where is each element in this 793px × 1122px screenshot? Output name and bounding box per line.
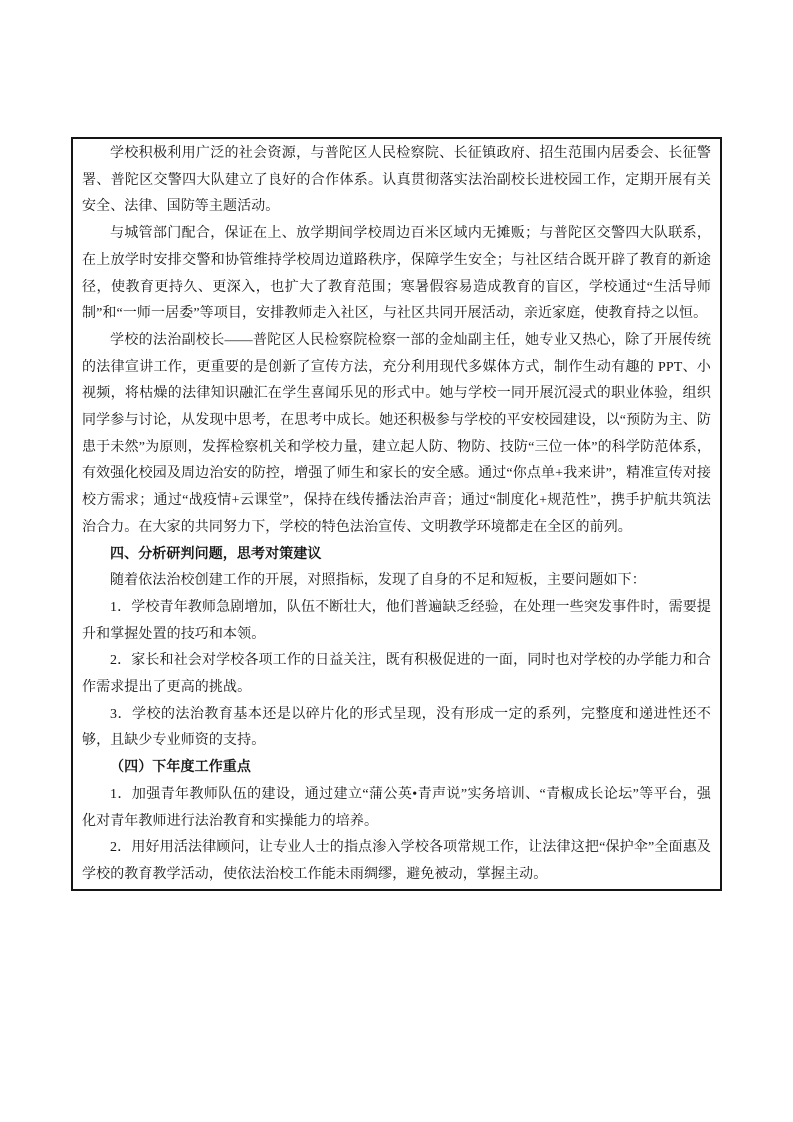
paragraph-plan-2: 2．用好用活法律顾问，让专业人士的指点渗入学校各项常规工作，让法律这把“保护伞”全面惠及学校的教育教学活动，使依法治校工作能未雨绸缪，避免被动，掌握主动。 — [82, 840, 711, 882]
heading-next-year-focus: （四）下年度工作重点 — [110, 760, 251, 776]
paragraph-problem-2: 2．家长和社会对学校各项工作的日益关注，既有积极促进的一面，同时也对学校的办学能力和合作需求提出了更高的挑战。 — [82, 653, 711, 696]
paragraph-problems-intro: 随着依法治校创建工作的开展，对照指标，发现了自身的不足和短板，主要问题如下： — [110, 573, 646, 589]
paragraph-problem-3: 3．学校的法治教育基本还是以碎片化的形式呈现，没有形成一定的系列，完整度和递进性还不够，且缺少专业师资的支持。 — [82, 706, 711, 749]
paragraph-community-cooperation: 与城管部门配合，保证在上、放学期间学校周边百米区域内无摊贩；与普陀区交警四大队联系，在上放学时安排交警和协管维持学校周边道路秩序，保障学生安全；与社区结合既开辟了教育的新途径，使教育更持久、更深入，也扩大了教育范围；寒暑假容易造成教育的盲区，学校通过“生活导师制”和“一师一居委”等项目，安排教师走入社区，与社区共同开展活动，亲近家庭，使教育持之以恒。 — [82, 226, 711, 322]
paragraph-plan-1: 1．加强青年教师队伍的建设，通过建立“蒲公英•青声说”实务培训、“青椒成长论坛”等平台，强化对青年教师进行法治教育和实操能力的培养。 — [82, 786, 711, 829]
report-text-cell — [71, 137, 722, 891]
paragraph-social-resources: 学校积极利用广泛的社会资源，与普陀区人民检察院、长征镇政府、招生范围内居委会、长征警署、普陀区交警四大队建立了良好的合作体系。认真贯彻落实法治副校长进校园工作，定期开展有关安全、法律、国防等主题活动。 — [82, 146, 711, 215]
heading-section-four-problems: 四、分析研判问题，思考对策建议 — [110, 546, 322, 562]
paragraph-law-vice-principal: 学校的法治副校长——普陀区人民检察院检察一部的金灿副主任，她专业又热心，除了开展传统的法律宣讲工作，更重要的是创新了宣传方法，充分利用现代多媒体方式，制作生动有趣的 PPT、小视频，将枯燥的法律知识融汇在学生喜闻乐见的形式中。她与学校一同开展沉浸式的职业体验，组织同学参与讨论，从发现中思考，在思考中成长。她还积极参与学校的平安校园建设，以“预防为主、防患于未然”为原则，发挥检察机关和学校力量，建立起人防、物防、技防“三位一体”的科学防范体系，有效强化校园及周边治安的防控，增强了师生和家长的安全感。通过“你点单+我来讲”，精准宣传对接校方需求；通过“战疫情+云课堂”，保持在线传播法治声音；通过“制度化+规范性”，携手护航共筑法治合力。在大家的共同努力下，学校的特色法治宣传、文明教学环境都走在全区的前列。 — [82, 332, 711, 535]
paragraph-problem-1: 1．学校青年教师急剧增加，队伍不断壮大，他们普遍缺乏经验，在处理一些突发事件时，需要提升和掌握处置的技巧和本领。 — [82, 599, 711, 642]
